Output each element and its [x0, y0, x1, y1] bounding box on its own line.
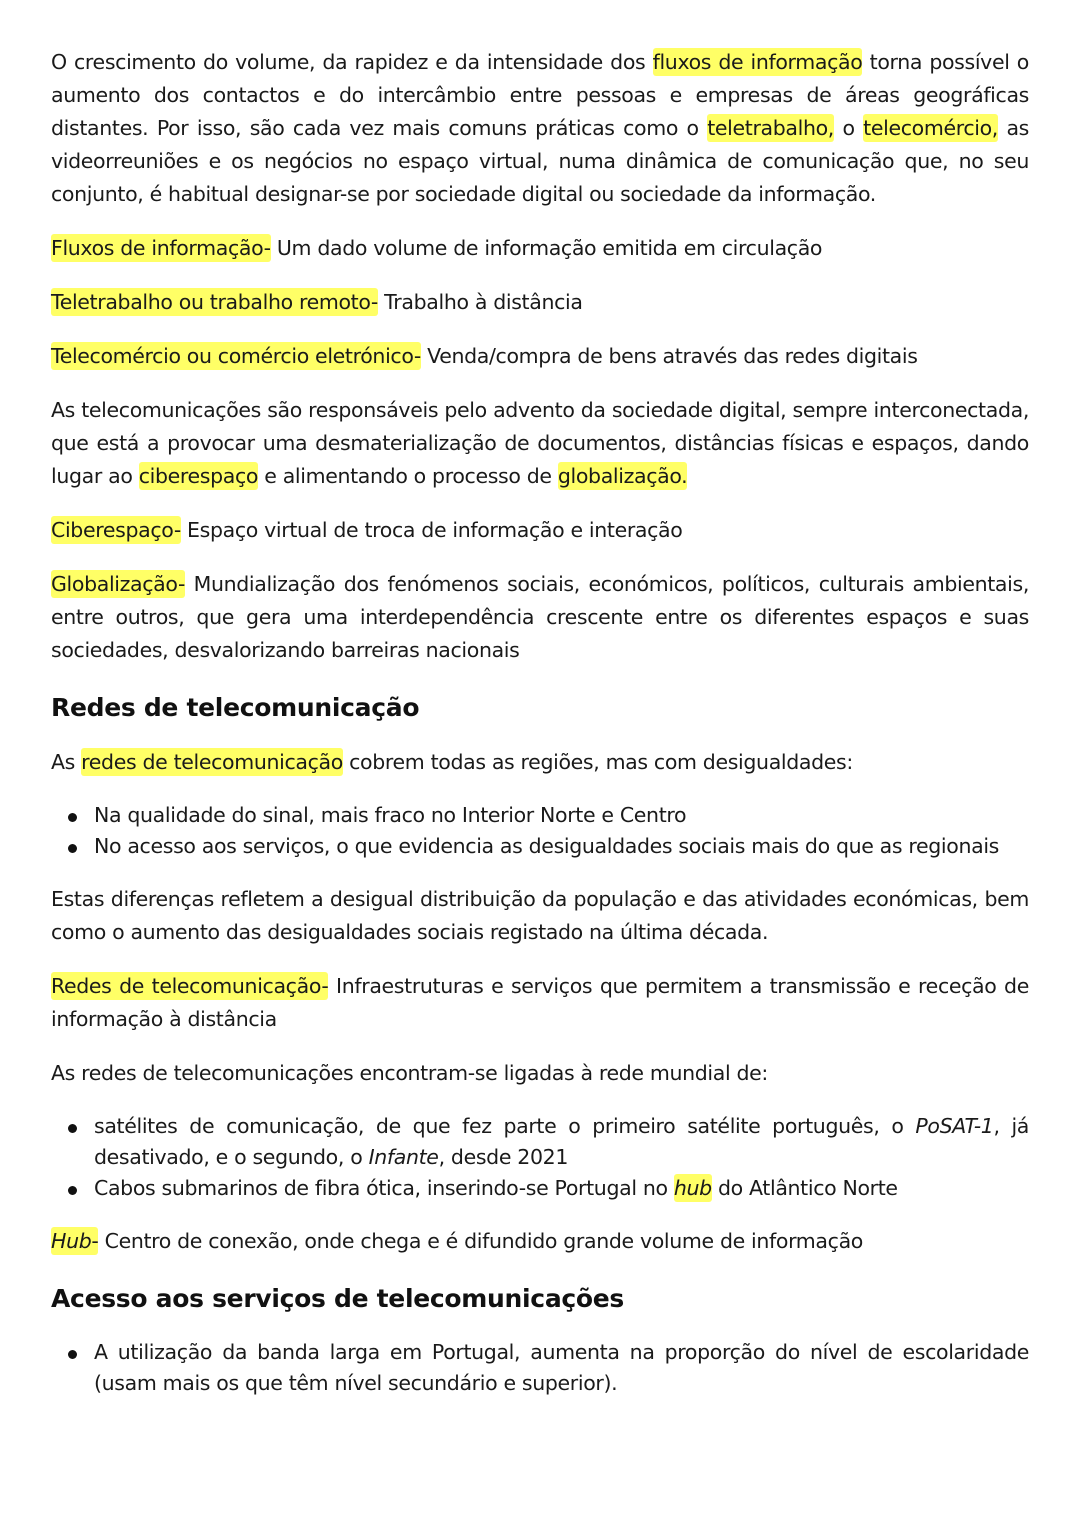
definition-hub — [51, 1225, 1029, 1258]
text: As telecomunicações são responsáveis pelo advento da sociedade digital, sempre interconectada, que está a provocar uma desmaterialização de documentos, distâncias físicas e espaços, dando lugar ao — [51, 398, 1029, 488]
text: as videorreuniões e os negócios no espaço virtual, numa dinâmica de comunicação que, no seu conjunto, é habitual designar-se por sociedade digital ou sociedade da informação. — [51, 116, 1029, 206]
definition-text: Trabalho à distância — [377, 290, 583, 314]
definition-text: Infraestruturas e serviços que permitem a transmissão e receção de informação à distância — [51, 974, 1029, 1031]
text: O crescimento do volume, da rapidez e da intensidade dos — [51, 50, 653, 74]
definition-text: Mundialização dos fenómenos sociais, económicos, políticos, culturais ambientais, entre outros, que gera uma interdependência crescente entre os diferentes espaços e suas sociedades, desvalorizando barreiras nacionais — [51, 572, 1029, 662]
definition-teletrabalho — [51, 286, 1029, 319]
highlight-term: globalização. — [557, 464, 688, 488]
definition-term — [51, 1227, 98, 1255]
list-item — [94, 1173, 1029, 1204]
highlight-term: teletrabalho, — [707, 116, 834, 140]
definition-term: Ciberespaço- — [51, 518, 181, 542]
redes-paragraph-3: As redes de telecomunicações encontram-se ligadas à rede mundial de: — [51, 1061, 768, 1085]
highlight-term: telecomércio, — [863, 116, 998, 140]
definition-fluxos — [51, 232, 1029, 265]
text: , desde 2021 — [438, 1145, 569, 1169]
definition-term: Globalização- — [51, 572, 186, 596]
definition-text: Espaço virtual de troca de informação e interação — [180, 518, 683, 542]
section-heading-acesso: Acesso aos serviços de telecomunicações — [51, 1284, 625, 1313]
section-heading-redes: Redes de telecomunicação — [51, 693, 420, 722]
definition-telecomercio — [51, 340, 1029, 373]
definition-term: Telecomércio ou comércio eletrónico- — [51, 344, 421, 368]
list-item: A utilização da banda larga em Portugal, aumenta na proporção do nível de escolaridade (usam mais os que têm nível secundário e superior). — [94, 1337, 1029, 1399]
definition-globalizacao — [51, 568, 1029, 667]
highlight-term: hub — [673, 1176, 712, 1200]
redes-paragraph-2: Estas diferenças refletem a desigual distribuição da população e das atividades económicas, bem como o aumento das desigualdades sociais registado na última década. — [51, 887, 1029, 944]
definition-ciberespaco — [51, 514, 1029, 547]
text: Cabos submarinos de fibra ótica, inserindo-se Portugal no — [94, 1176, 674, 1200]
highlight-term: redes de telecomunicação — [81, 750, 343, 774]
text: o — [833, 116, 864, 140]
definition-text: Um dado volume de informação emitida em circulação — [270, 236, 823, 260]
definition-term: Teletrabalho ou trabalho remoto- — [51, 290, 378, 314]
highlight-term: ciberespaço — [138, 464, 259, 488]
list-item — [94, 1111, 1029, 1173]
definition-text: Venda/compra de bens através das redes digitais — [420, 344, 918, 368]
italic-term: PoSAT-1 — [915, 1114, 994, 1138]
text: satélites de comunicação, de que fez parte o primeiro satélite português, o — [94, 1114, 916, 1138]
definition-term: Redes de telecomunicação- — [51, 974, 329, 998]
list-item: No acesso aos serviços, o que evidencia as desigualdades sociais mais do que as regionais — [94, 831, 1029, 862]
redes-inequality-list — [51, 800, 1029, 862]
italic-term: Infante — [368, 1145, 439, 1169]
definition-term: Fluxos de informação- — [51, 236, 271, 260]
text: , já desativado, e o segundo, o — [94, 1114, 1030, 1169]
telecom-paragraph — [51, 394, 1029, 493]
text: torna possível o aumento dos contactos e do intercâmbio entre pessoas e empresas de áreas geográficas distantes. Por isso, são cada vez mais comuns práticas como o — [51, 50, 1029, 140]
acesso-list — [51, 1337, 1029, 1399]
intro-paragraph — [51, 46, 1029, 211]
text: e alimentando o processo de — [258, 464, 558, 488]
highlight-term: fluxos de informação — [652, 50, 863, 74]
definition-text: Centro de conexão, onde chega e é difundido grande volume de informação — [98, 1229, 863, 1253]
text: cobrem todas as regiões, mas com desigualdades: — [342, 750, 853, 774]
redes-intro — [51, 746, 1029, 779]
text: - — [91, 1229, 99, 1253]
text: As — [51, 750, 82, 774]
global-network-list — [51, 1111, 1029, 1204]
italic-term: Hub — [51, 1229, 92, 1253]
list-item: Na qualidade do sinal, mais fraco no Interior Norte e Centro — [94, 800, 1029, 831]
definition-redes — [51, 970, 1029, 1036]
text: do Atlântico Norte — [711, 1176, 898, 1200]
